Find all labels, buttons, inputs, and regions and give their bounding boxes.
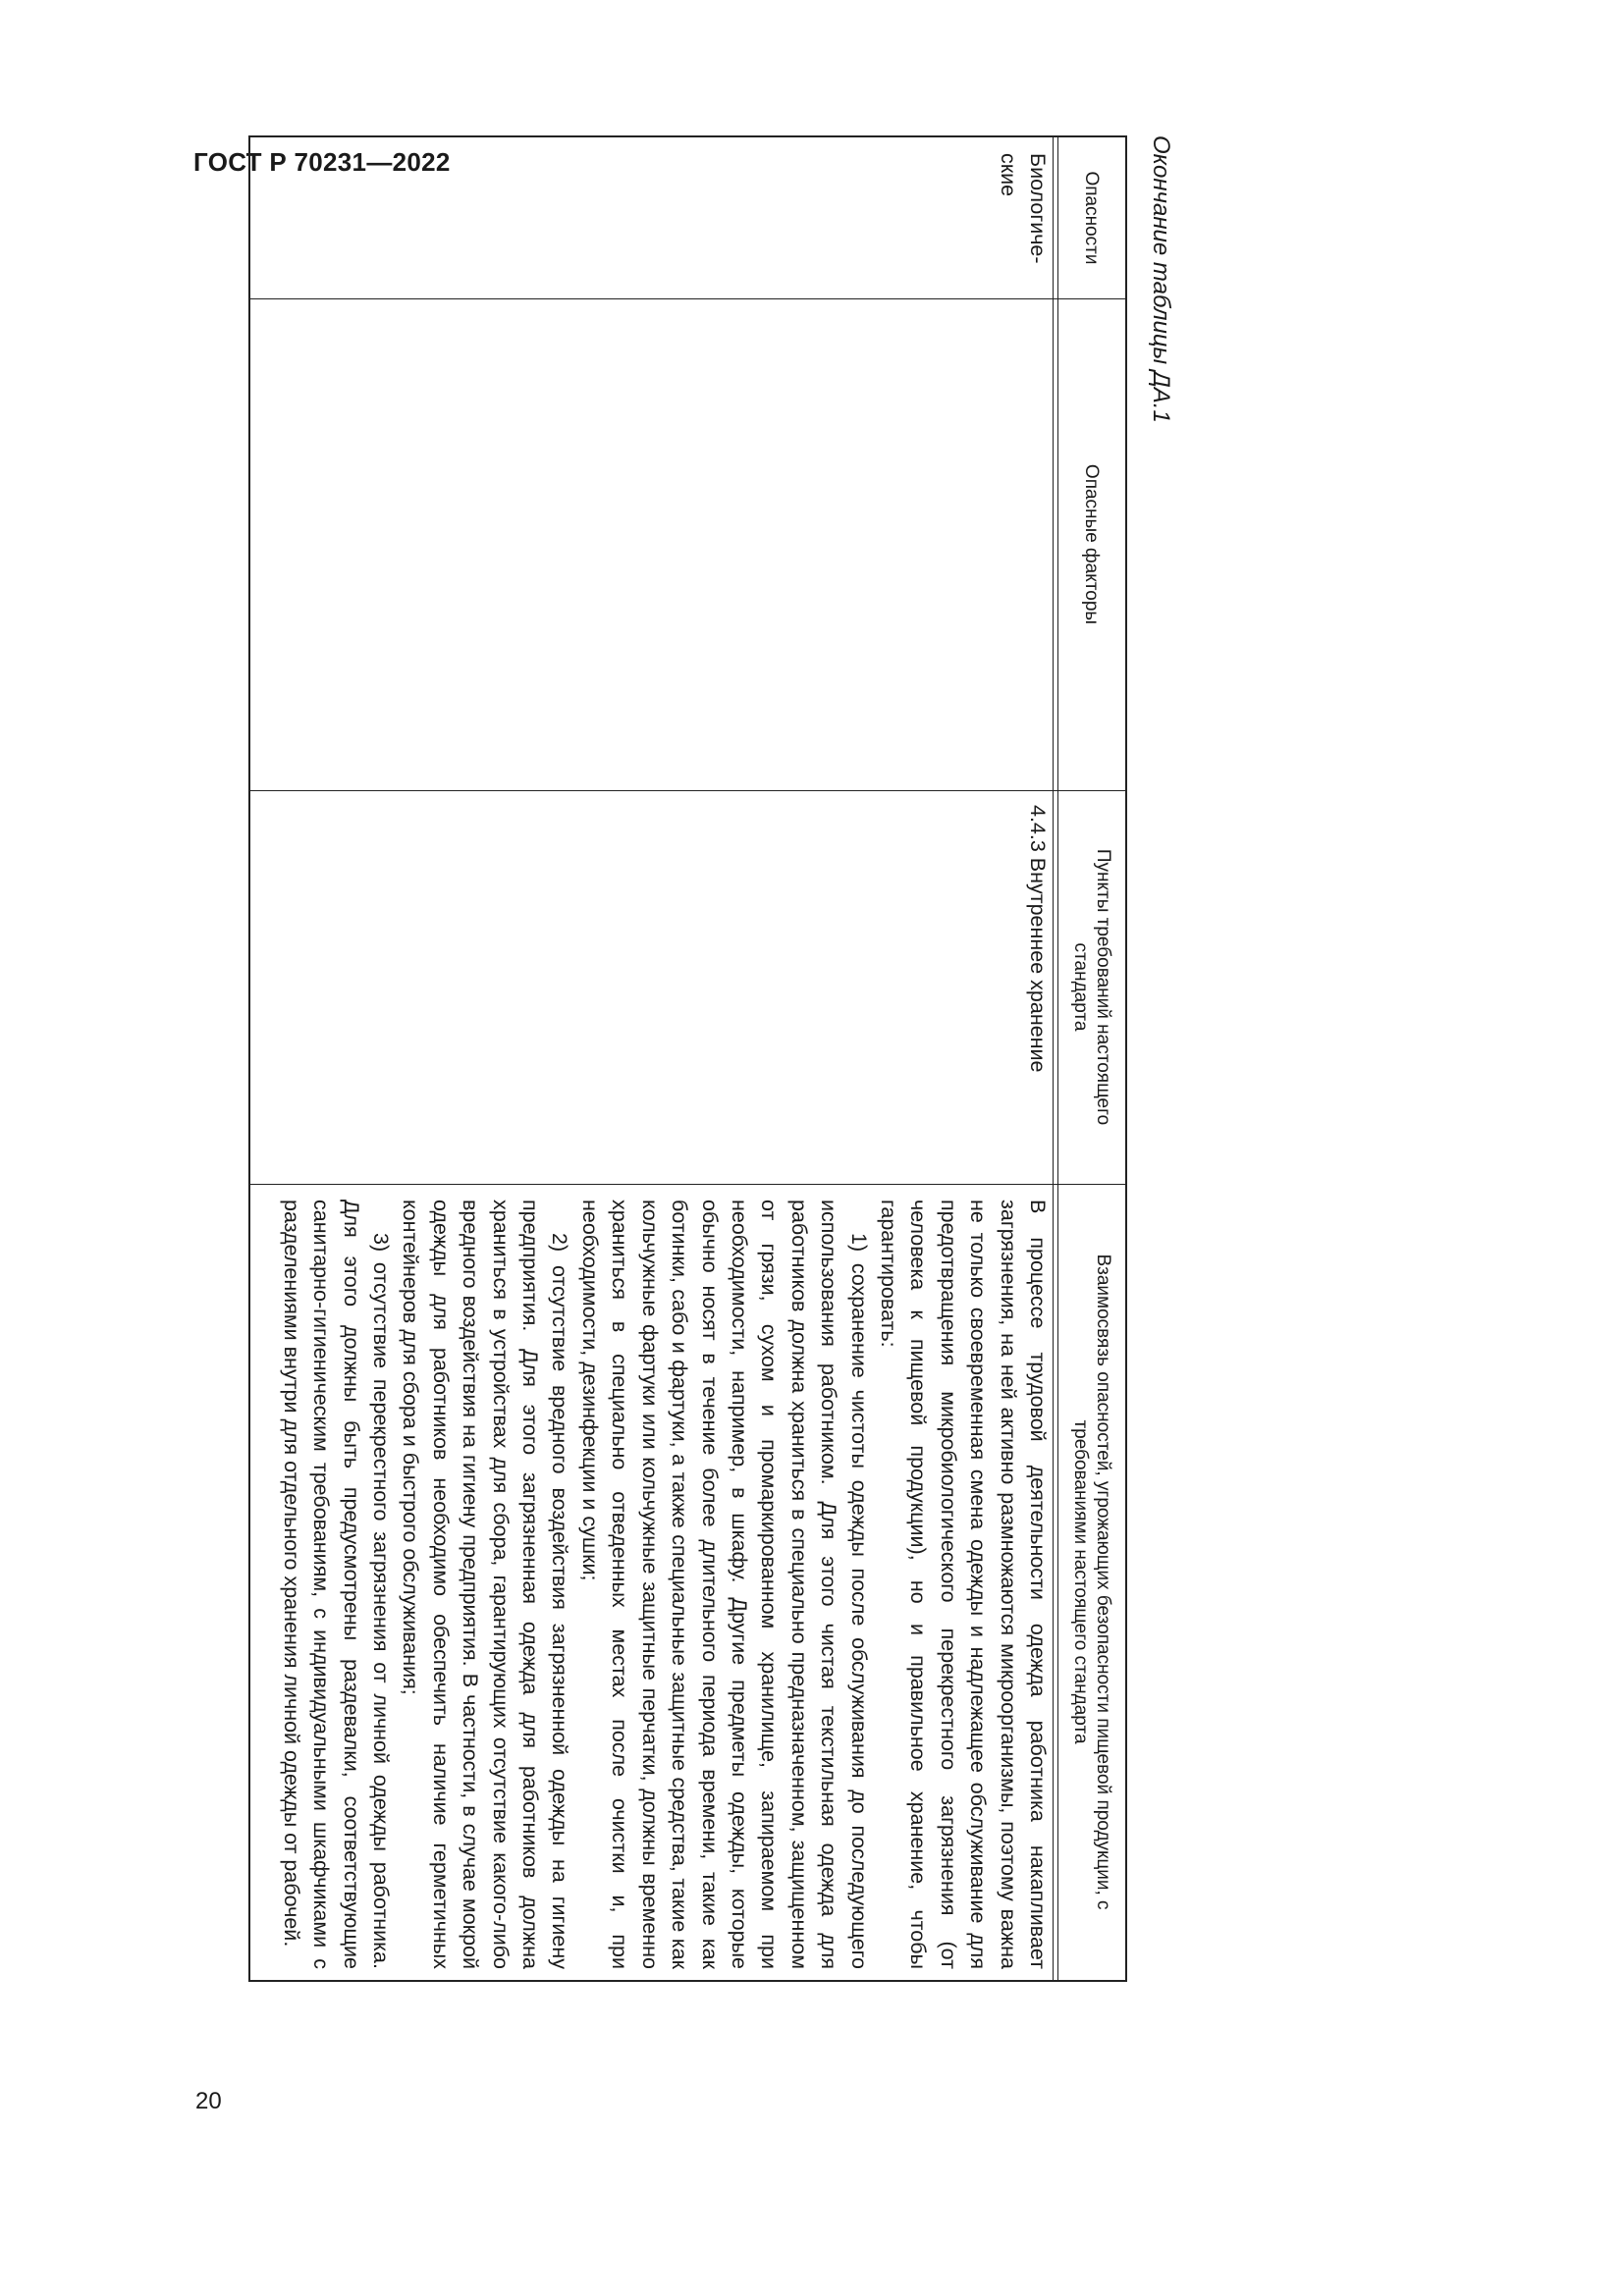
rotated-table-block	[236, 135, 1202, 2138]
table	[248, 135, 1127, 1982]
relation-item-2: 2) отсутствие вредного воздействия загрязненной одежды на гигиену предприятия. Для этого загрязненная одежда для работников должна храниться в устройствах для сбора, гарантирующих отсутствие какого-либо вредного воздействия на гигиену предприятия. В частности, в случае мокрой одежды для работников необходимо обеспечить наличие герметичных контейнеров для сбора и быстрого обслуживания;	[399, 1200, 572, 1969]
column-divider	[250, 1184, 1125, 1185]
relation-item-3: 3) отсутствие перекрестного загрязнения от личной одежды работника. Для этого должны быть предусмотрены раздевалки, соответствующие санитарно-гигиеническим требованиям, с индивидуальными шкафчиками с разделениями внутри для отдельного хранения личной одежды от рабочей.	[279, 1200, 394, 1969]
header-hazard-factors: Опасные факторы	[1081, 463, 1103, 625]
header-hazards: Опасности	[1081, 171, 1103, 265]
header-relation: Взаимосвязь опасностей, угрожающих безопасности пищевой продукции, с требованиями настоящего стандарта	[1070, 1254, 1113, 1910]
header-standard-clauses: Пункты требований настоящего стандарта	[1070, 848, 1113, 1126]
column-divider	[250, 298, 1125, 299]
page-number: 20	[195, 2088, 222, 2114]
table-caption: Окончание таблицы ДА.1	[1148, 135, 1174, 423]
cell-hazard: Биологиче-ские	[996, 153, 1050, 264]
document-code: ГОСТ Р 70231—2022	[193, 147, 451, 177]
relation-paragraph: В процессе трудовой деятельности одежда работника накапливает загрязнения, на ней активно размножаются микроорганизмы, поэтому важна не только своевременная смена одежды и надлежащее обслуживание для предотвращения микробиологического перекрестного загрязнения (от человека к пищевой продукции), но и правильное хранение, чтобы гарантировать:	[876, 1200, 1050, 1969]
column-divider	[250, 790, 1125, 791]
relation-item-1: 1) сохранение чистоты одежды после обслуживания до последующего использования работником. Для этого чистая текстильная одежда для работников должна храниться в специально предназначенном, защищенном от грязи, сухом и промаркированном хранилище, запираемом при необходимости, например, в шкафу. Другие предметы одежды, которые обычно носят в течение более длительного периода времени, такие как ботинки, сабо и фартуки, а также специальные защитные средства, такие как кольчужные фартуки или кольчужные защитные перчатки, должны временно храниться в специально отведенных местах после очистки и, при необходимости, дезинфекции и сушки;	[577, 1200, 871, 1969]
cell-relation	[276, 1200, 1053, 1969]
cell-clause: 4.4.3 Внутреннее хранение	[1026, 805, 1050, 1073]
